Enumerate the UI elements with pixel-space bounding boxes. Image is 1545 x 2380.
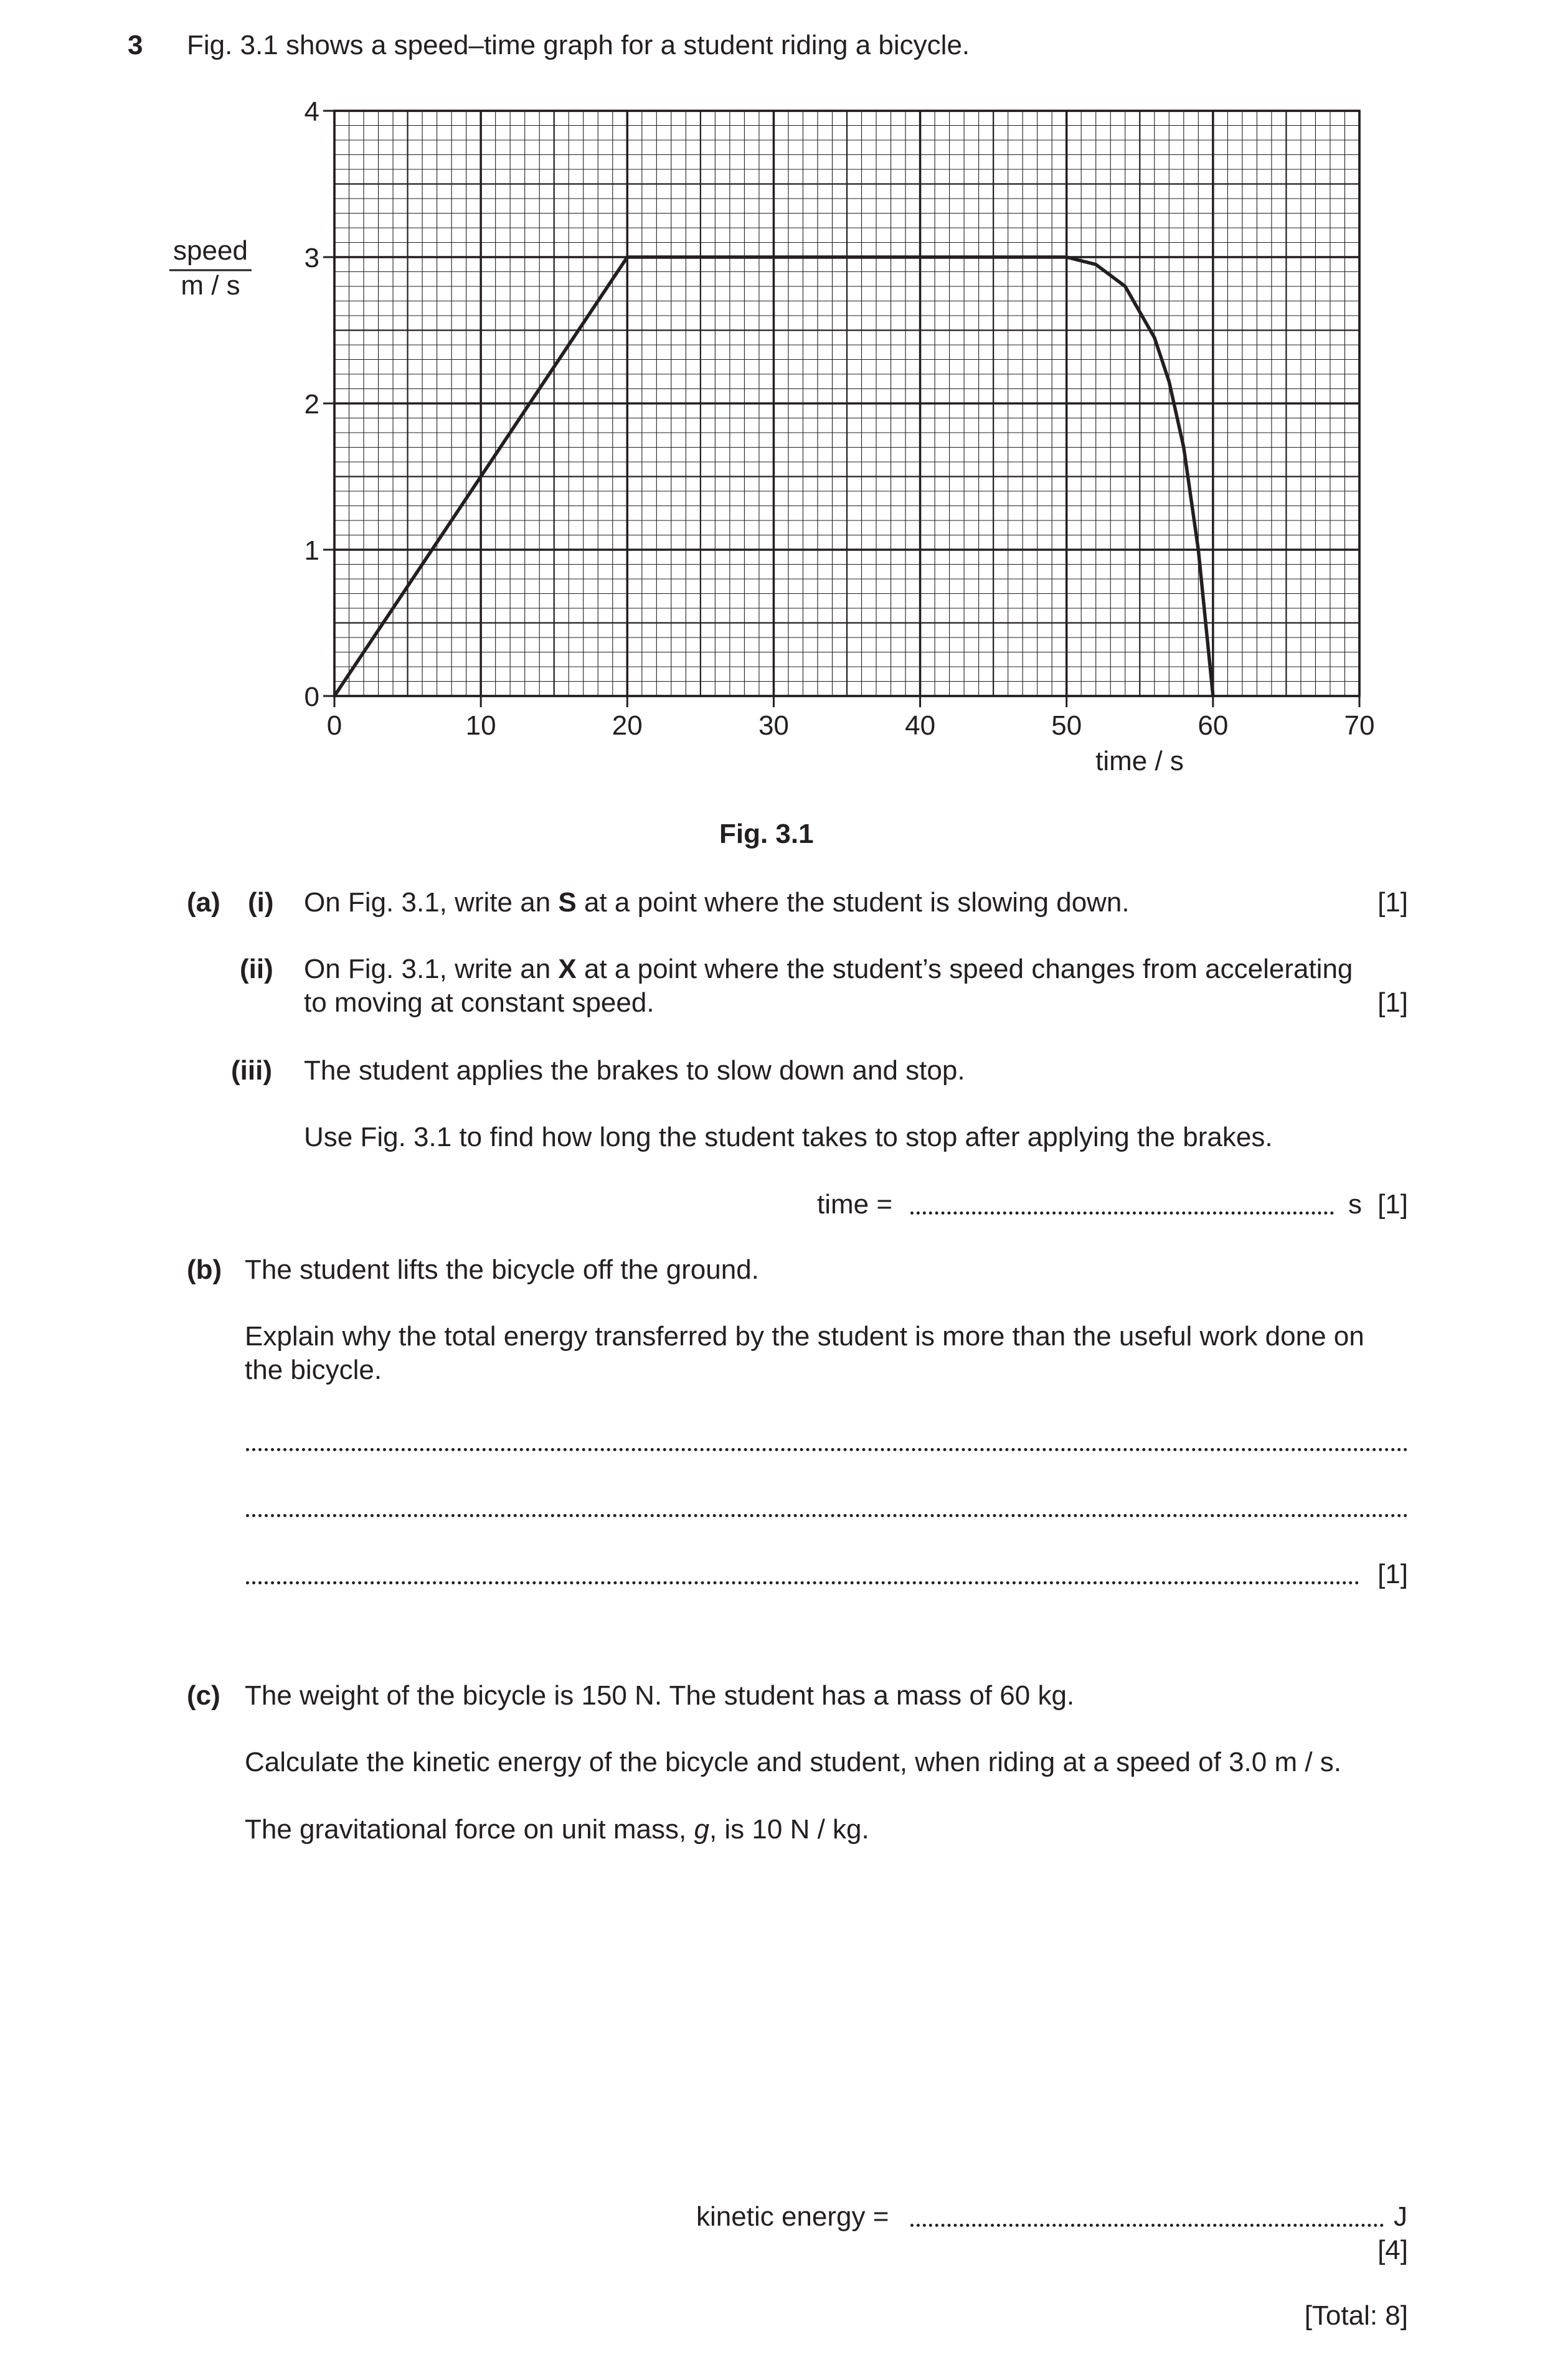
x-tick-label: 70 bbox=[1344, 710, 1375, 741]
part-a-i-text: On Fig. 3.1, write an S at a point where the student is slowing down. bbox=[304, 887, 1130, 918]
part-b-marks: [1] bbox=[1377, 1559, 1408, 1589]
part-b-label: (b) bbox=[187, 1254, 222, 1285]
time-answer-label: time = bbox=[817, 1189, 893, 1220]
part-c-text2: Calculate the kinetic energy of the bicycle and student, when riding at a speed of 3.0 m / s. bbox=[245, 1747, 1342, 1777]
x-tick-label: 10 bbox=[465, 710, 496, 741]
x-tick-label: 50 bbox=[1051, 710, 1082, 741]
y-tick-label: 2 bbox=[304, 389, 319, 420]
part-a-iii-marks: [1] bbox=[1377, 1189, 1408, 1220]
answer-line-3[interactable] bbox=[246, 1581, 1359, 1584]
y-tick-label: 0 bbox=[304, 682, 319, 712]
x-tick-label: 60 bbox=[1198, 710, 1229, 741]
part-a-label: (a) bbox=[187, 887, 220, 918]
total-marks: [Total: 8] bbox=[1304, 2300, 1408, 2331]
x-tick-label: 0 bbox=[326, 710, 343, 741]
x-tick-label: 30 bbox=[758, 710, 789, 741]
ke-answer-label: kinetic energy = bbox=[696, 2201, 889, 2232]
part-b-text1: The student lifts the bicycle off the ground. bbox=[245, 1254, 759, 1285]
part-a-ii-marks: [1] bbox=[1377, 987, 1408, 1018]
part-b-text2: Explain why the total energy transferred by the student is more than the useful work done on bbox=[245, 1321, 1364, 1352]
figure-caption: Fig. 3.1 bbox=[719, 819, 814, 849]
y-tick-label: 3 bbox=[304, 243, 319, 273]
time-answer-line[interactable] bbox=[910, 1211, 1334, 1215]
ke-answer-line[interactable] bbox=[910, 2224, 1384, 2227]
part-c-text3: The gravitational force on unit mass, g, is 10 N / kg. bbox=[245, 1814, 869, 1845]
ke-unit: J bbox=[1394, 2201, 1407, 2232]
speed-time-graph bbox=[0, 0, 1545, 784]
x-axis-label: time / s bbox=[1095, 746, 1184, 776]
part-c-marks: [4] bbox=[1377, 2235, 1408, 2265]
question-number: 3 bbox=[128, 30, 143, 60]
part-b-text2-line2: the bicycle. bbox=[245, 1355, 382, 1385]
part-a-ii-text: On Fig. 3.1, write an X at a point where the student’s speed changes from accelerating bbox=[304, 954, 1353, 984]
x-tick-label: 40 bbox=[905, 710, 936, 741]
part-a-i-marks: [1] bbox=[1377, 887, 1408, 918]
x-tick-label: 20 bbox=[612, 710, 643, 741]
part-c-text1: The weight of the bicycle is 150 N. The student has a mass of 60 kg. bbox=[245, 1680, 1075, 1711]
y-tick-label: 4 bbox=[304, 96, 319, 127]
y-axis-label-top: speed bbox=[173, 235, 248, 266]
part-a-ii-label: (ii) bbox=[240, 954, 273, 984]
part-a-ii-text-line2: to moving at constant speed. bbox=[304, 987, 654, 1018]
y-axis-label-bottom: m / s bbox=[181, 270, 240, 301]
part-a-i-label: (i) bbox=[248, 887, 274, 918]
time-unit: s bbox=[1348, 1189, 1362, 1220]
part-a-iii-text2: Use Fig. 3.1 to find how long the student takes to stop after applying the brakes. bbox=[304, 1122, 1273, 1152]
answer-line-1[interactable] bbox=[246, 1448, 1408, 1451]
part-a-iii-text1: The student applies the brakes to slow down and stop. bbox=[304, 1055, 965, 1086]
answer-line-2[interactable] bbox=[246, 1514, 1408, 1517]
part-a-iii-label: (iii) bbox=[231, 1055, 272, 1086]
question-intro: Fig. 3.1 shows a speed–time graph for a student riding a bicycle. bbox=[187, 30, 970, 60]
y-tick-label: 1 bbox=[304, 535, 319, 566]
part-c-label: (c) bbox=[187, 1680, 220, 1711]
